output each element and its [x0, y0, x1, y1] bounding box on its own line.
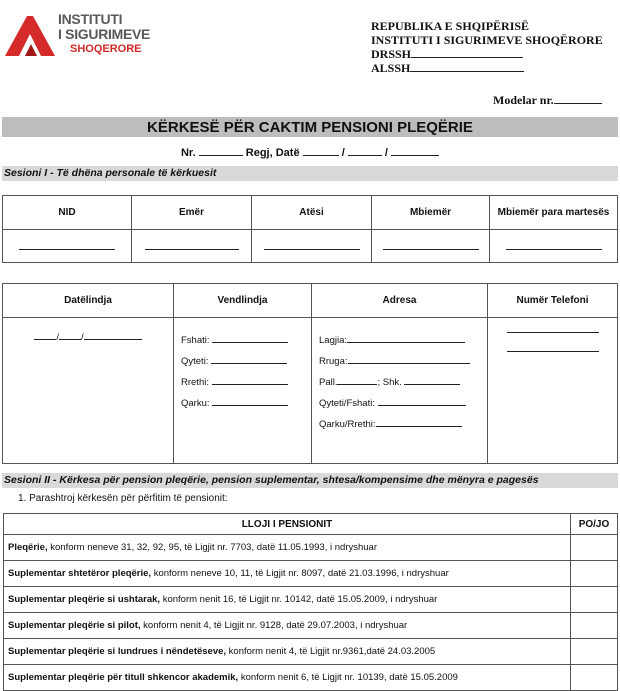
po-jo-cell[interactable] [571, 665, 618, 691]
header-po-jo: PO/JO [571, 514, 618, 535]
po-jo-cell[interactable] [571, 561, 618, 587]
table-row [4, 587, 618, 613]
logo-text-line3: SHOQERORE [70, 43, 142, 55]
section-1-title: Sesioni I - Të dhëna personale të kërkuesit [2, 166, 618, 181]
dob-sep-1: / [56, 332, 59, 343]
atesi-cell[interactable] [252, 230, 372, 263]
vendlindja-cell [174, 318, 312, 464]
header-alssh [371, 62, 524, 75]
registration-line [0, 147, 620, 159]
qarku-field[interactable]: Qarku: [175, 393, 310, 414]
logo-text-line2: I SIGURIMEVE [58, 26, 151, 42]
header-lloji: LLOJI I PENSIONIT [4, 514, 571, 535]
po-jo-cell[interactable] [571, 639, 618, 665]
dob-cell[interactable] [3, 318, 174, 464]
adresa-cell [312, 318, 488, 464]
pension-type-akademik: Suplementar pleqërie për titull shkencor akademik, konform nenit 6, të Ligjit nr. 10139, datë 15.05.2009 [4, 665, 571, 691]
table-row [4, 561, 618, 587]
date-day-blank[interactable] [303, 155, 339, 156]
header-drssh [371, 48, 523, 61]
po-jo-cell[interactable] [571, 587, 618, 613]
question-1: 1. Parashtroj kërkesën për përfitim të pensionit: [18, 493, 228, 504]
table-row [4, 535, 618, 561]
date-year-blank[interactable] [391, 155, 439, 156]
qyteti-fshati-field[interactable]: Qyteti/Fshati: [313, 393, 486, 414]
qyteti-field[interactable]: Qyteti: [175, 351, 310, 372]
rruga-field[interactable]: Rruga: [313, 351, 486, 372]
header-republic: REPUBLIKA E SHQIPËRISË [371, 19, 530, 33]
dob-sep-2: / [81, 332, 84, 343]
pension-type-pilot: Suplementar pleqërie si pilot, konform nenit 4, të Ligjit nr. 9128, datë 29.07.2003, i ndryshuar [4, 613, 571, 639]
birth-address-table [2, 283, 618, 464]
modelar-blank[interactable] [554, 103, 602, 104]
date-month-blank[interactable] [348, 155, 382, 156]
pall-shk-field[interactable]: Pall. ; Shk. [313, 372, 486, 393]
date-sep-1: / [341, 147, 345, 159]
header-institute: INSTITUTI I SIGURIMEVE SHOQËRORE [371, 33, 603, 47]
header-adresa: Adresa [312, 284, 488, 318]
modelar-label: Modelar nr. [493, 93, 554, 107]
header-atesi: Atësi [252, 196, 372, 230]
date-sep-2: / [384, 147, 388, 159]
modelar-number [493, 93, 602, 108]
logo-text-line1: INSTITUTI [58, 11, 123, 27]
alssh-label: ALSSH [371, 61, 411, 75]
header-nid: NID [3, 196, 132, 230]
pension-type-lundrues: Suplementar pleqërie si lundrues i nëndetëseve, konform nenit 4, të Ligjit nr.9361,datë 24.03.2005 [4, 639, 571, 665]
table-row [4, 613, 618, 639]
drssh-blank[interactable] [411, 57, 523, 58]
rrethi-field[interactable]: Rrethi: [175, 372, 310, 393]
personal-info-table [2, 195, 618, 263]
section-2-title: Sesioni II - Kërkesa për pension pleqërie, pension suplementar, shtesa/kompensime dhe mënyra e pagesës [2, 473, 618, 488]
institution-logo-mark [5, 12, 65, 56]
po-jo-cell[interactable] [571, 613, 618, 639]
alssh-blank[interactable] [410, 71, 524, 72]
nr-label: Nr. [180, 147, 196, 159]
nid-cell[interactable] [3, 230, 132, 263]
header-vendlindja: Vendlindja [174, 284, 312, 318]
pension-type-ushtarak: Suplementar pleqërie si ushtarak, konform nenit 16, të Ligjit nr. 10142, datë 15.05.2009, i ndryshuar [4, 587, 571, 613]
form-title: KËRKESË PËR CAKTIM PENSIONI PLEQËRIE [2, 117, 618, 137]
emer-cell[interactable] [132, 230, 252, 263]
pension-type-pleqerie: Pleqërie, konform neneve 31, 32, 92, 95, të Ligjit nr. 7703, datë 11.05.1993, i ndryshuar [4, 535, 571, 561]
telefon-cell[interactable] [488, 318, 618, 464]
table-row [4, 665, 618, 691]
pension-type-table [3, 513, 618, 691]
header-emer: Emër [132, 196, 252, 230]
fshati-field[interactable]: Fshati: [175, 330, 310, 351]
regj-label: Regj, Datë [245, 147, 300, 159]
header-mbiemer-para: Mbiemër para martesës [490, 196, 618, 230]
header-mbiemer: Mbiemër [372, 196, 490, 230]
qarku-rrethi-field[interactable]: Qarku/Rrethi: [313, 414, 486, 435]
header-telefon: Numër Telefoni [488, 284, 618, 318]
pension-type-shteteror: Suplementar shtetëror pleqërie, konform neneve 10, 11, të Ligjit nr. 8097, datë 21.03.1996, i ndryshuar [4, 561, 571, 587]
nr-blank[interactable] [199, 155, 243, 156]
lagjia-field[interactable]: Lagjia: [313, 330, 486, 351]
po-jo-cell[interactable] [571, 535, 618, 561]
table-row [4, 639, 618, 665]
mbiemer-para-cell[interactable] [490, 230, 618, 263]
header-datelindja: Datëlindja [3, 284, 174, 318]
mbiemer-cell[interactable] [372, 230, 490, 263]
drssh-label: DRSSH [371, 47, 412, 61]
